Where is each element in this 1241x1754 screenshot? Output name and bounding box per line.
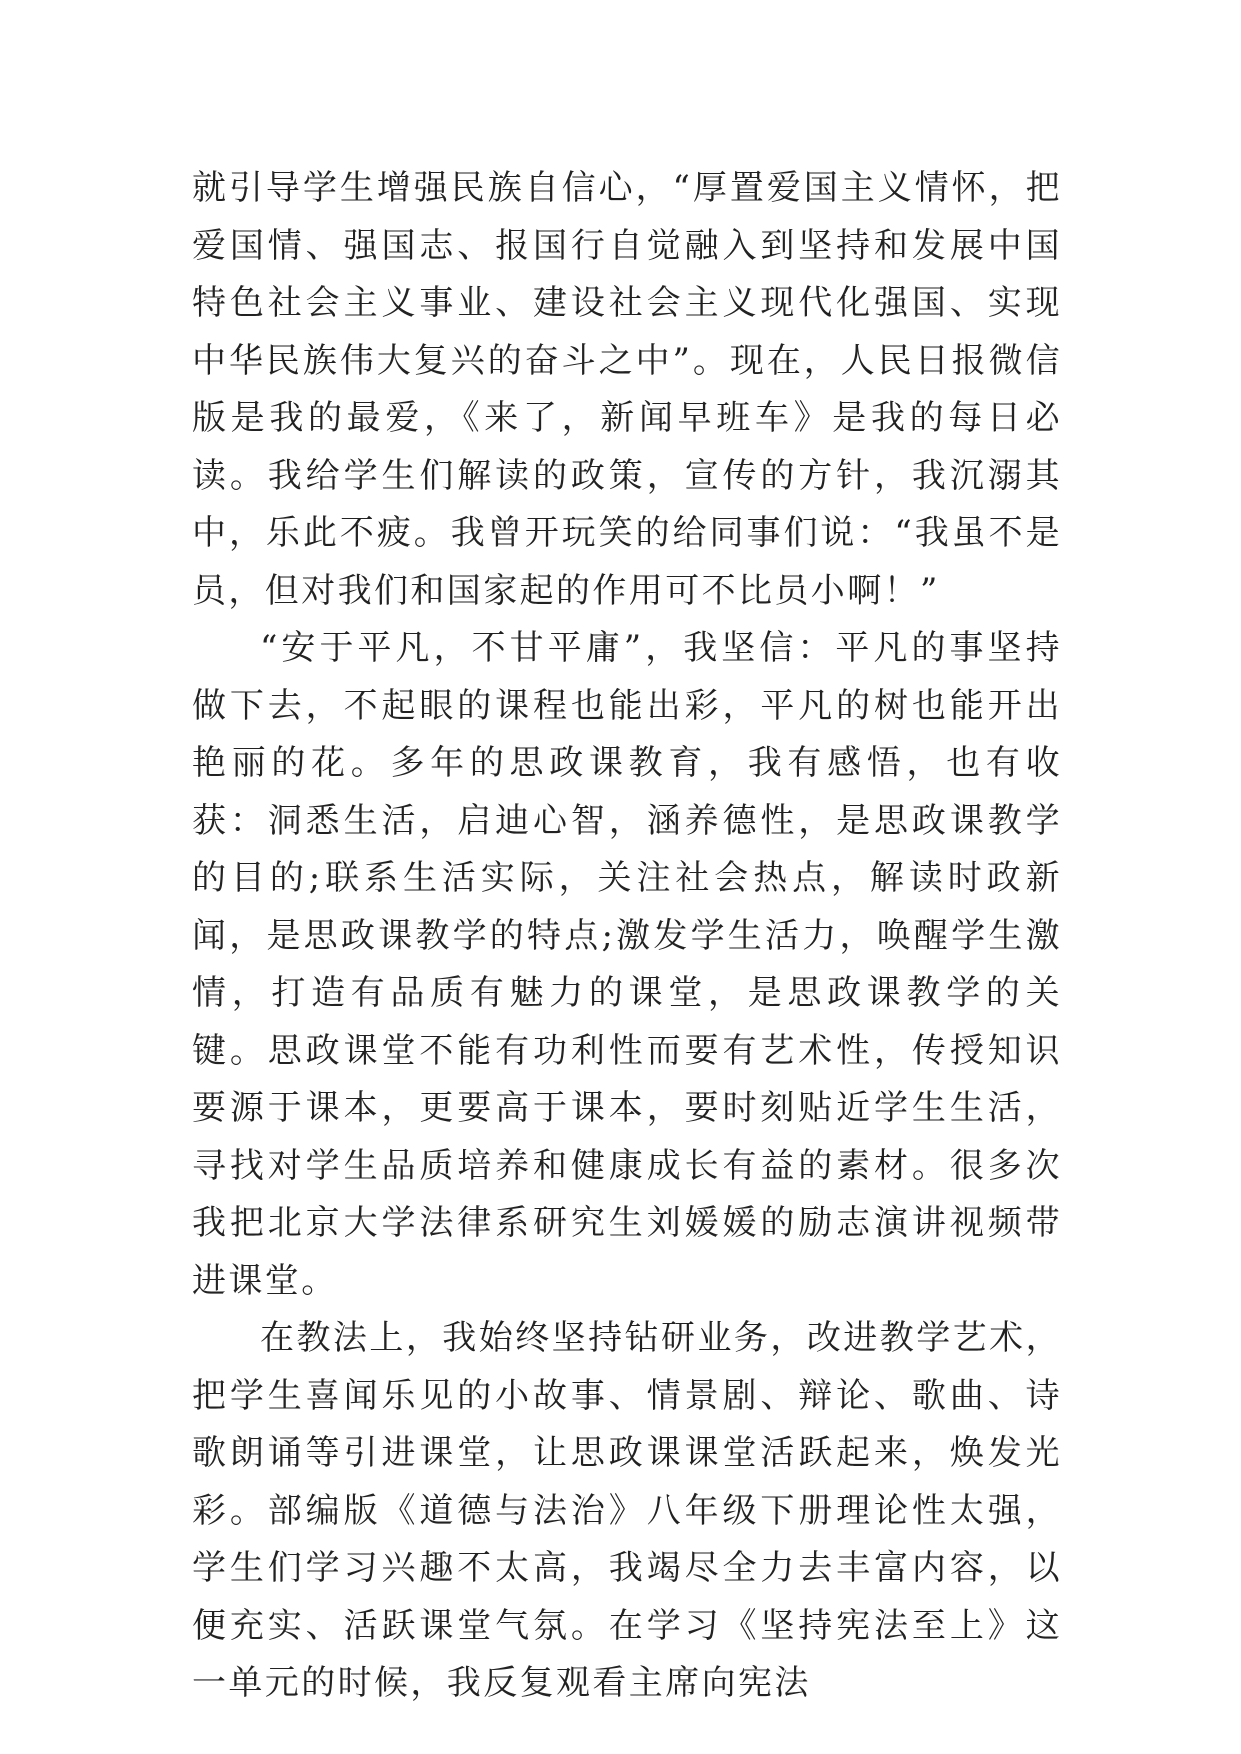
paragraph-3: 在教法上，我始终坚持钻研业务，改进教学艺术，把学生喜闻乐见的小故事、情景剧、辩论、歌曲、诗歌朗诵等引进课堂，让思政课课堂活跃起来，焕发光彩。部编版《道德与法治》八年级下册理论性太强，学生们学习兴趣不太高，我竭尽全力去丰富内容，以便充实、活跃课堂气氛。在学习《坚持宪法至上》这一单元的时候，我反复观看主席向宪法: [192, 1318, 1062, 1703]
paragraph-2: “安于平凡，不甘平庸”，我坚信：平凡的事坚持做下去，不起眼的课程也能出彩，平凡的树也能开出艳丽的花。多年的思政课教育，我有感悟，也有收获：洞悉生活，启迪心智，涵养德性，是思政课教学的目的;联系生活实际，关注社会热点，解读时政新闻，是思政课教学的特点;激发学生活力，唤醒学生激情，打造有品质有魅力的课堂，是思政课教学的关键。思政课堂不能有功利性而要有艺术性，传授知识要源于课本，更要高于课本，要时刻贴近学生生活，寻找对学生品质培养和健康成长有益的素材。很多次我把北京大学法律系研究生刘媛媛的励志演讲视频带进课堂。: [192, 628, 1062, 1301]
document-body: [192, 160, 1062, 1713]
paragraph-1: 就引导学生增强民族自信心，“厚置爱国主义情怀，把爱国情、强国志、报国行自觉融入到坚持和发展中国特色社会主义事业、建设社会主义现代化强国、实现中华民族伟大复兴的奋斗之中”。现在，人民日报微信版是我的最爱，《来了，新闻早班车》是我的每日必读。我给学生们解读的政策，宣传的方针，我沉溺其中，乐此不疲。我曾开玩笑的给同事们说：“我虽不是员，但对我们和国家起的作用可不比员小啊！”: [192, 168, 1062, 611]
